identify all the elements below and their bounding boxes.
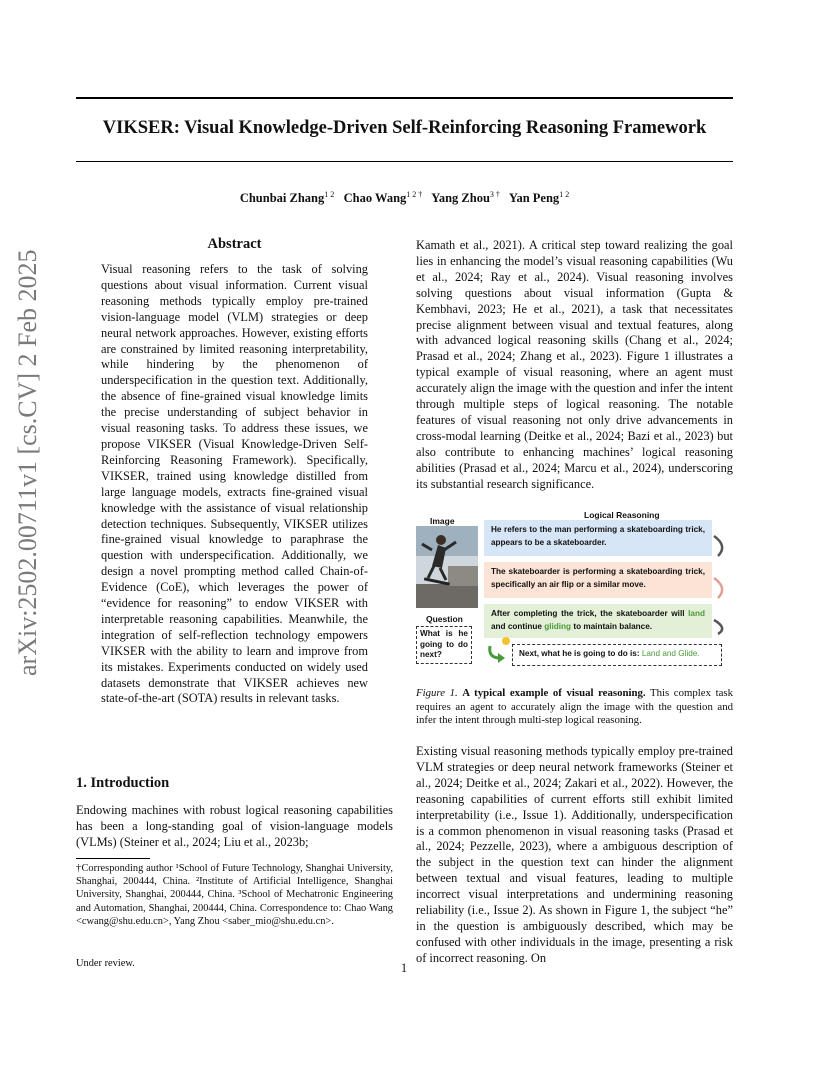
caption-bold: A typical example of visual reasoning. <box>462 687 646 699</box>
page-number: 1 <box>400 961 408 975</box>
under-review-note: Under review. <box>76 958 135 969</box>
intro-paragraph-right: Kamath et al., 2021). A critical step toward realizing the goal lies in enhancing the model’s visual reasoning capabilities (Wu et al., 2024; Ray et al., 2024). Visual reasoning involves solving questions about visual information (Gupta & Kembhavi, 2023; He et al., 2021), a task that necessitates precise alignment between visual and textual features, along with advanced logical reasoning skills (Chang et al., 2024; Prasad et al., 2024; Zhang et al., 2023). Figure 1 illustrates a typical example of visual reasoning, where an agent must accurately align the image with the question and infer the intent through multiple steps of logical reasoning. The notable features of visual reasoning not only drive advancements in cross-modal learning (Deitke et al., 2024; Bazi et al., 2023) but also contribute to enhancing machines’ logical reasoning abilities (Prasad et al., 2024; Marcu et al., 2024), underscoring its substantial research significance. <box>416 238 733 491</box>
author: Yan Peng <box>508 191 560 206</box>
abstract-text: Visual reasoning refers to the task of solving questions about visual information. Current visual reasoning methods typically employ pre-trained vision-language model (VLM) strategies or deep neural network approaches. However, existing efforts are constrained by limited reasoning interpretability, while hindering by the phenomenon of underspecification in the question text. Additionally, the absence of fine-grained visual knowledge limits the precise understanding of subject behavior in visual reasoning tasks. To address these issues, we propose VIKSER (Visual Knowledge-Driven Self-Reinforcing Reasoning Framework). Specifically, VIKSER, trained using knowledge distilled from large language models, extracts fine-grained visual knowledge with the assistance of visual relationship detection techniques. Subsequently, VIKSER utilizes fine-grained visual knowledge to paraphrase the question with underspecification. Additionally, we design a novel prompting method called Chain-of-Evidence (CoE), which leverages the power of “evidence for reasoning” to endow VIKSER with interpretable reasoning capabilities. Meanwhile, the integration of self-reflection technology empowers VIKSER with the ability to learn and improve from its mistakes. Experiments conducted on widely used datasets demonstrate that VIKSER achieves new state-of-the-art (SOTA) results in relevant tasks. <box>101 262 368 706</box>
reasoning-arrows <box>712 534 732 636</box>
caption-text: This complex task requires an agent to accurately align the image with the question and infer the intent through multi-step logical reasoning. <box>416 687 733 727</box>
title-rule <box>76 161 733 162</box>
paper-title: VIKSER: Visual Knowledge-Driven Self-Reinforcing Reasoning Framework <box>102 118 707 138</box>
intro-paragraph-right-2: Existing visual reasoning methods typically employ pre-trained VLM strategies or deep neural network frameworks (Steiner et al., 2024; Deitke et al., 2024; Zakari et al., 2022). However, the reasoning capabilities of current efforts still exhibit limited interpretability (i.e., Issue 1). Additionally, underspecification is a common phenomenon in visual reasoning tasks (Prasad et al., 2024; Pezzelle, 2023), where a ambiguous description of the subject in the question text can hinder the alignment between textual and visual features, leading to multiple incorrect visual interpretations and undermining reasoning reliability (i.e., Issue 2). As shown in Figure 1, the subject “he” in the question is ambiguously described, which may be confused with other individuals in the image, presenting a risk of incorrect reasoning. On <box>416 744 733 965</box>
author: Yang Zhou <box>431 191 490 206</box>
question-label: Question <box>426 614 463 624</box>
logical-reasoning-label: Logical Reasoning <box>584 510 660 520</box>
author-list <box>76 190 733 206</box>
footnote: †Corresponding author ¹School of Future Technology, Shanghai University, Shanghai, 200444, China. ²Institute of Artificial Intelligence, Shanghai University, Shanghai, 200444, China. ³School of Mechatronic Engineering and Automation, Shanghai, 200444, China. Correspondence to: Chao Wang <cwang@shu.edu.cn>, Yang Zhou <saber_mio@shu.edu.cn>. <box>76 863 393 927</box>
skateboarder-photo <box>416 526 478 608</box>
abstract-heading: Abstract <box>207 236 262 252</box>
step3-text: After completing the trick, the skateboarder will <box>491 609 689 618</box>
figure-1 <box>416 508 733 678</box>
step3-text: and continue <box>491 621 545 631</box>
footnote-rule <box>76 858 150 859</box>
author: Chao Wang <box>343 191 407 206</box>
step3-text: to maintain balance. <box>571 621 653 631</box>
author-affiliation: 1 2 <box>324 190 335 199</box>
author: Chunbai Zhang <box>239 191 325 206</box>
reasoning-step-1: He refers to the man performing a skateboarding trick, appears to be a skateboarder. <box>484 520 712 556</box>
intro-paragraph: Endowing machines with robust logical reasoning capabilities has been a long-standing goal of vision-language models (VLMs) (Steiner et al., 2024; Liu et al., 2023b; <box>76 803 393 849</box>
figure-caption <box>416 687 733 728</box>
answer-text: Land and Glide. <box>641 649 700 658</box>
caption-label: Figure 1. <box>416 687 458 699</box>
author-affiliation: 1 2 <box>559 190 570 199</box>
arxiv-watermark: arXiv:2502.00711v1 [cs.CV] 2 Feb 2025 <box>13 249 42 676</box>
question-box: What is he going to do next? <box>416 626 472 664</box>
answer-box <box>512 644 722 666</box>
reasoning-step-2: The skateboarder is performing a skateboarding trick, specifically an air flip or a similar move. <box>484 562 712 598</box>
lightbulb-icon <box>501 636 511 648</box>
glide-highlight: gliding <box>544 621 572 631</box>
section-heading: 1. Introduction <box>76 775 170 791</box>
author-affiliation: 1 2 † <box>406 190 423 199</box>
answer-prefix: Next, what he is going to do is: <box>519 649 642 658</box>
land-highlight: land <box>688 609 705 618</box>
top-rule <box>76 97 733 99</box>
author-affiliation: 3 † <box>489 190 500 199</box>
reasoning-step-3 <box>484 604 712 638</box>
image-label: Image <box>430 516 455 526</box>
